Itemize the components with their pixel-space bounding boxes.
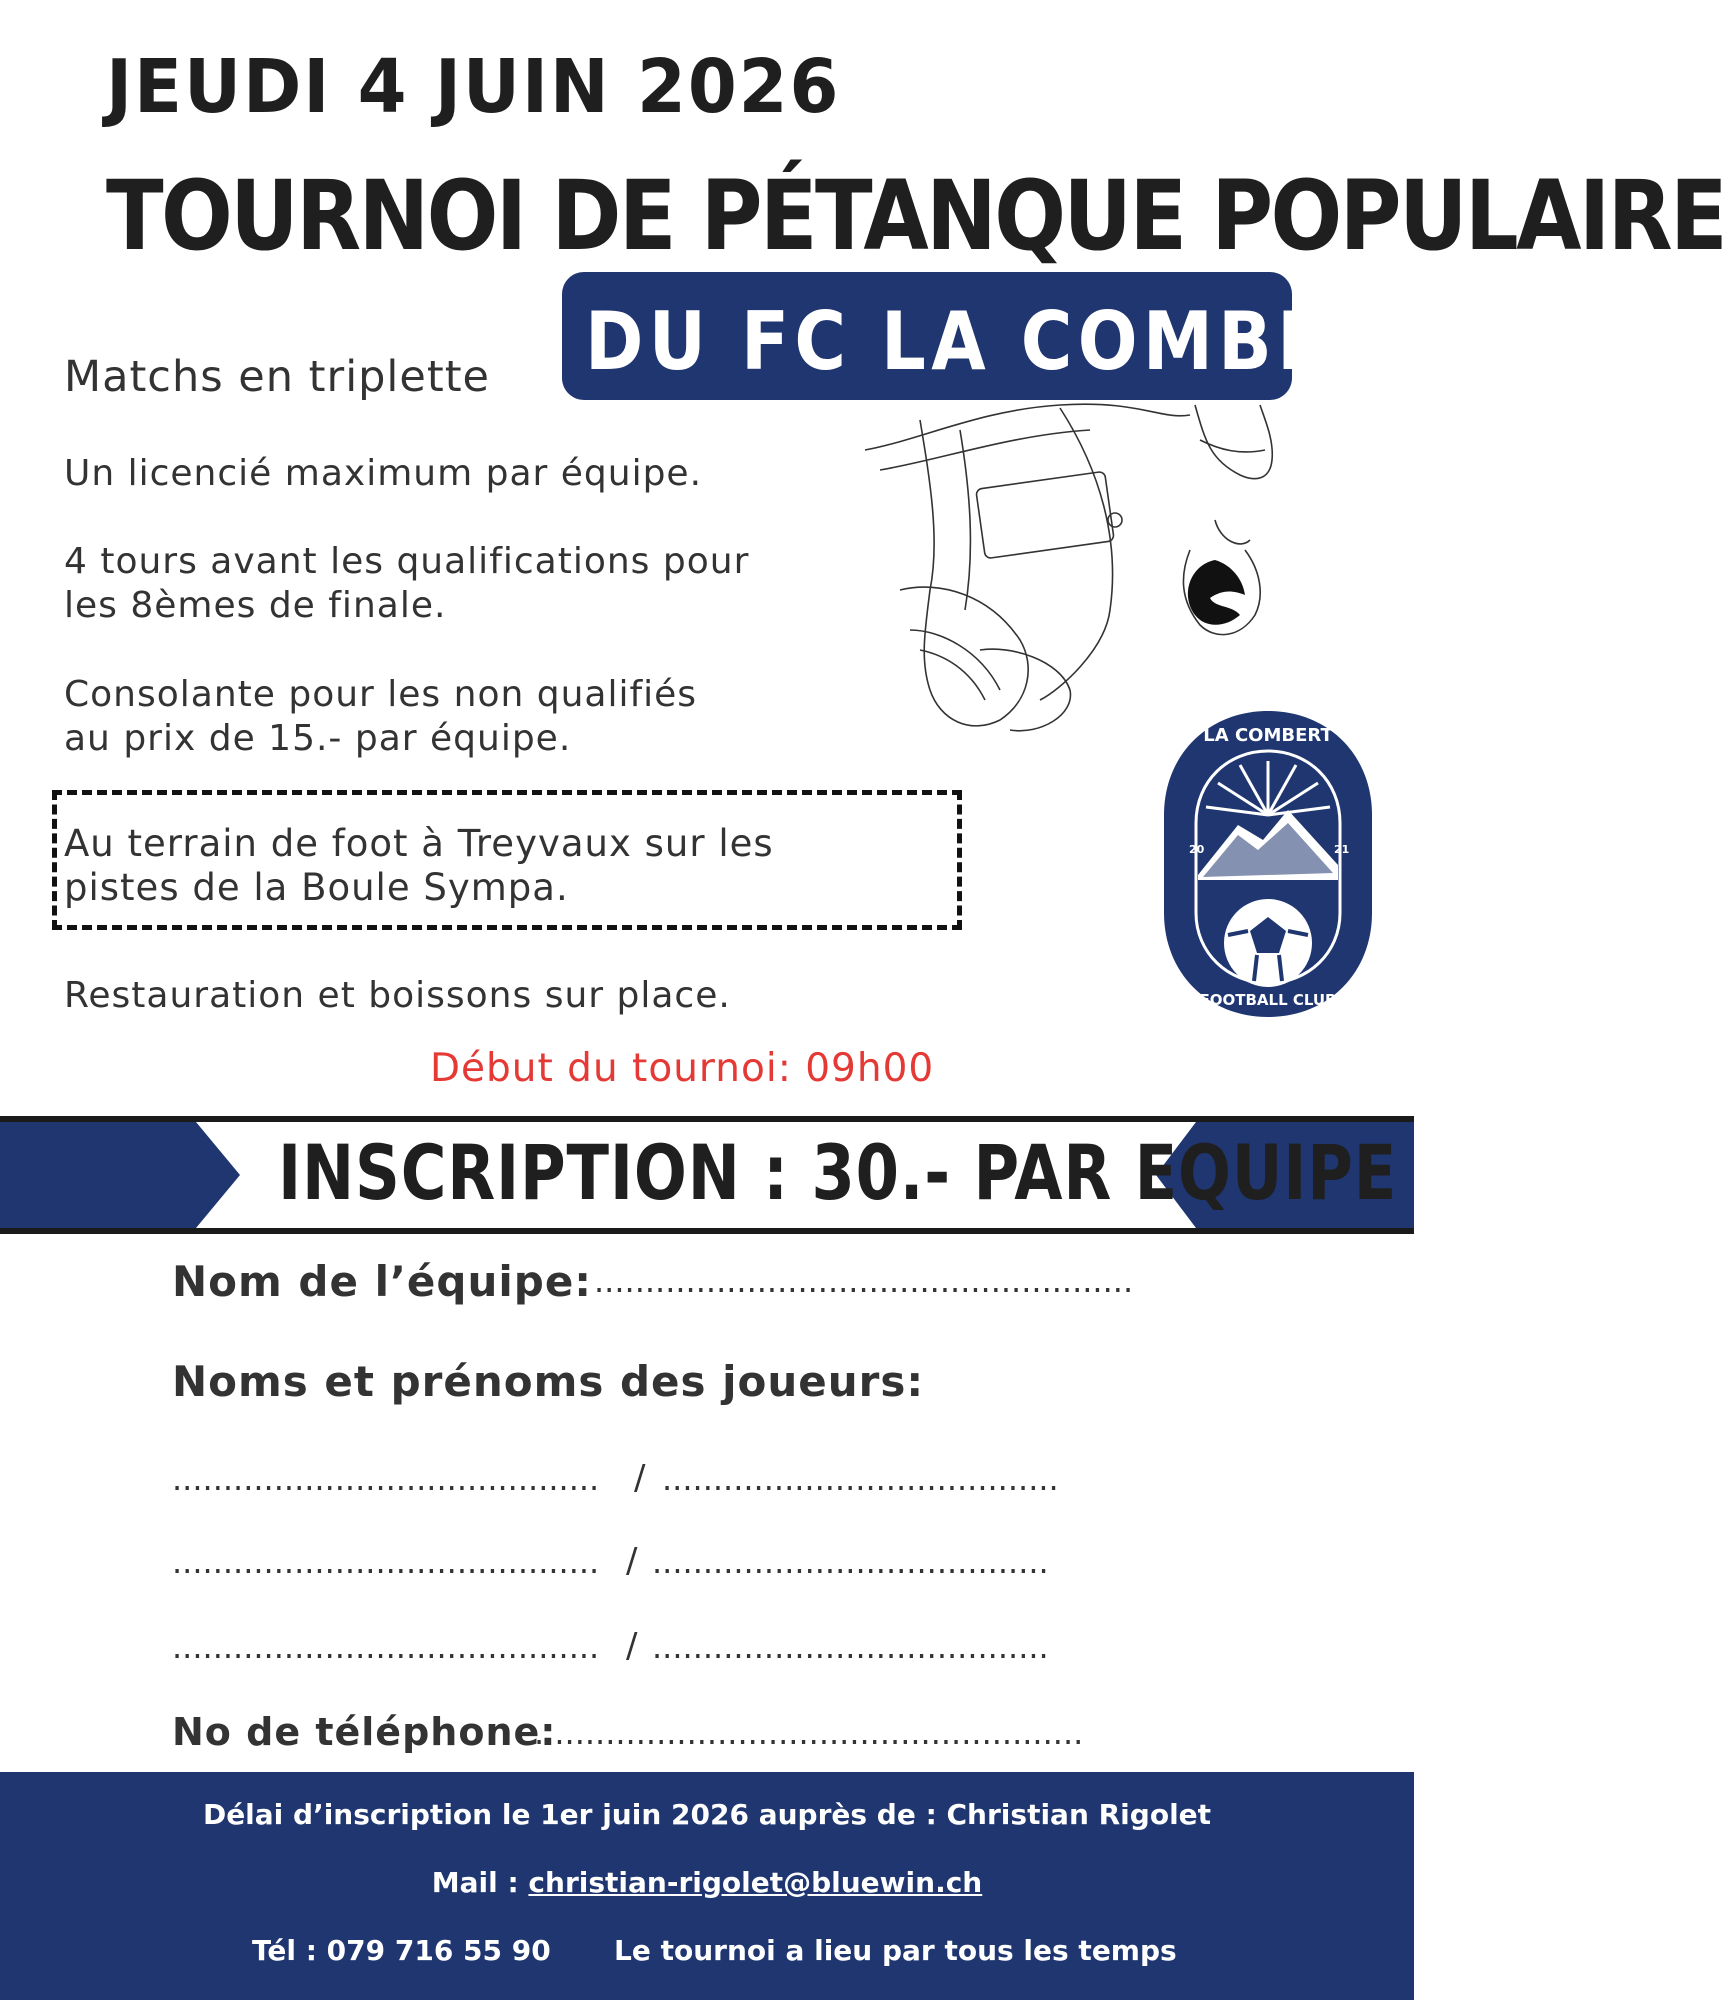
location-text [64, 822, 774, 910]
team-name-label: Nom de l’équipe: [172, 1257, 593, 1306]
food-info: Restauration et boissons sur place. [64, 975, 731, 1016]
player-2-separator: / [626, 1541, 638, 1581]
crest-year-right: 21 [1334, 843, 1350, 856]
team-name-field[interactable]: ..................................................... [594, 1262, 1134, 1300]
phone-field[interactable]: ...................................................... [534, 1714, 1084, 1752]
player-3-first-field[interactable]: .......................................... [172, 1628, 600, 1666]
location-line-2: pistes de la Boule Sympa. [64, 866, 569, 909]
footer-weather: Le tournoi a lieu par tous les temps [614, 1934, 1177, 1967]
petanque-player-icon [860, 400, 1280, 750]
players-label: Noms et prénoms des joueurs: [172, 1357, 925, 1406]
event-title: TOURNOI DE PÉTANQUE POPULAIRE [106, 160, 1725, 272]
footer-mail-link[interactable]: christian-rigolet@bluewin.ch [528, 1866, 983, 1899]
phone-label: No de téléphone: [172, 1710, 557, 1754]
location-line-1: Au terrain de foot à Treyvaux sur les [64, 822, 774, 865]
crest-year-left: 20 [1189, 843, 1205, 856]
footer-mail-label: Mail : [431, 1866, 519, 1899]
rounds-line-1: 4 tours avant les qualifications pour [64, 541, 750, 582]
consolation-line-1: Consolante pour les non qualifiés [64, 674, 698, 715]
player-2-last-field[interactable]: ....................................... [652, 1543, 1049, 1581]
club-name: DU FC LA COMBERT [585, 295, 1441, 388]
player-1-separator: / [634, 1458, 646, 1498]
player-3-separator: / [626, 1626, 638, 1666]
crest-top-text: LA COMBERT [1203, 725, 1333, 746]
event-date: JEUDI 4 JUIN 2026 [106, 44, 841, 130]
player-3-last-field[interactable]: ....................................... [652, 1628, 1049, 1666]
footer-mail-line [0, 1866, 1414, 1899]
club-crest-icon [1158, 705, 1378, 1023]
footer-phone: Tél : 079 716 55 90 [252, 1934, 551, 1967]
rule-license: Un licencié maximum par équipe. [64, 453, 703, 494]
match-format: Matchs en triplette [64, 352, 491, 402]
start-time: Début du tournoi: 09h00 [430, 1046, 935, 1091]
banner-stripe-bottom [0, 1228, 1414, 1234]
player-1-last-field[interactable]: ....................................... [662, 1460, 1059, 1498]
rounds-line-2: les 8èmes de finale. [64, 585, 447, 626]
registration-banner: INSCRIPTION : 30.- PAR EQUIPE [278, 1128, 1398, 1217]
player-1-first-field[interactable]: .......................................... [172, 1460, 600, 1498]
crest-bottom-text: FOOTBALL CLUB [1199, 991, 1337, 1009]
player-2-first-field[interactable]: .......................................... [172, 1543, 600, 1581]
footer-deadline: Délai d’inscription le 1er juin 2026 auprès de : Christian Rigolet [202, 1798, 1212, 1831]
consolation-line-2: au prix de 15.- par équipe. [64, 718, 572, 759]
